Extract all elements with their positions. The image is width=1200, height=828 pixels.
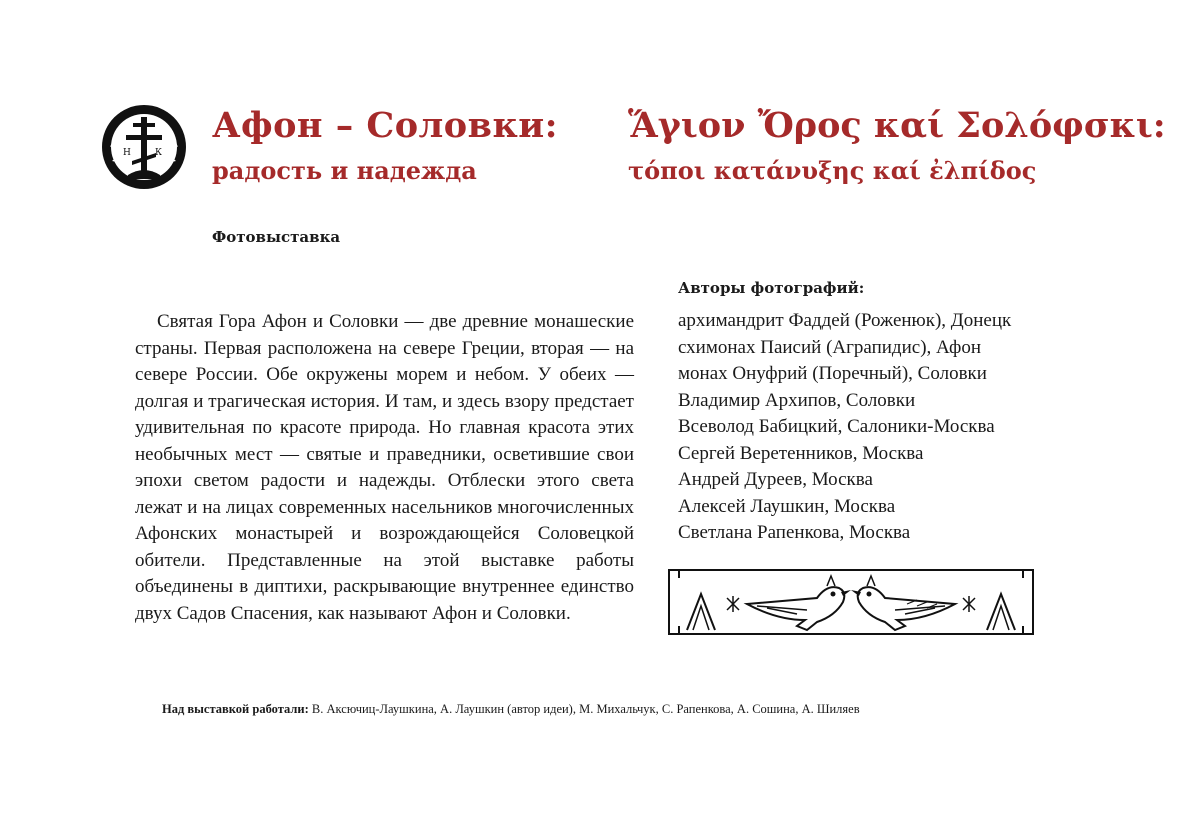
subtitle-greek: τόποι κατάνυξης καί ἐλπίδος [628,156,1037,185]
exhibit-label: Фотовыставка [212,228,341,246]
title-russian: Афон – Соловки: [212,105,559,146]
author-item: Владимир Архипов, Соловки [678,389,916,411]
credits-line [162,702,860,717]
author-item: Всеволод Бабицкий, Салоники-Москва [678,416,995,437]
author-item: схимонах Паисий (Аграпидис), Афон [678,336,981,358]
authors-heading: Авторы фотографий: [678,279,865,297]
author-item: Сергей Веретенников, Москва [678,442,924,464]
author-item: архимандрит Фаддей (Роженюк), Донецк [678,310,1012,331]
author-item: Алексей Лаушкин, Москва [678,495,896,517]
author-item: Светлана Рапенкова, Москва [678,522,911,543]
monastic-cross-emblem-icon [100,103,188,191]
description-paragraph: Святая Гора Афон и Соловки — две древние монашеские страны. Первая расположена на севере Греции, вторая — на севере России. Обе окружены морем и небом. У обеих — долгая и трагическая история. И там, и здесь взору предстает удивительная по красоте природа. Но главная красота этих необычных мест — святые и праведники, осветившие свои эпохи светом радости и надежды. Отблески этого света лежат и на лицах современных насельников многочисленных Афонских монастырей и возрождающейся Соловецкой обители. Представленные на этой выставке работы объединены в диптихи, раскрывающие внутреннее единство двух Садов Спасения, как называют Афон и Соловки. [135,311,634,624]
birds-ornament-icon [667,562,1035,642]
title-greek: Ἅγιον Ὄρος καί Σολόφσκι: [628,105,1166,146]
credits-label: Над выставкой работали: [162,702,309,716]
author-item: Андрей Дуреев, Москва [678,469,873,490]
authors-list [678,308,1011,547]
svg-text:К: К [155,148,162,158]
author-item: монах Онуфрий (Поречный), Соловки [678,363,987,384]
svg-text:Н: Н [123,148,131,158]
subtitle-russian: радость и надежда [212,156,477,185]
credits-names: В. Аксючиц-Лаушкина, А. Лаушкин (автор идеи), М. Михальчук, С. Рапенкова, А. Сошина, А. Шиляев [308,702,860,716]
